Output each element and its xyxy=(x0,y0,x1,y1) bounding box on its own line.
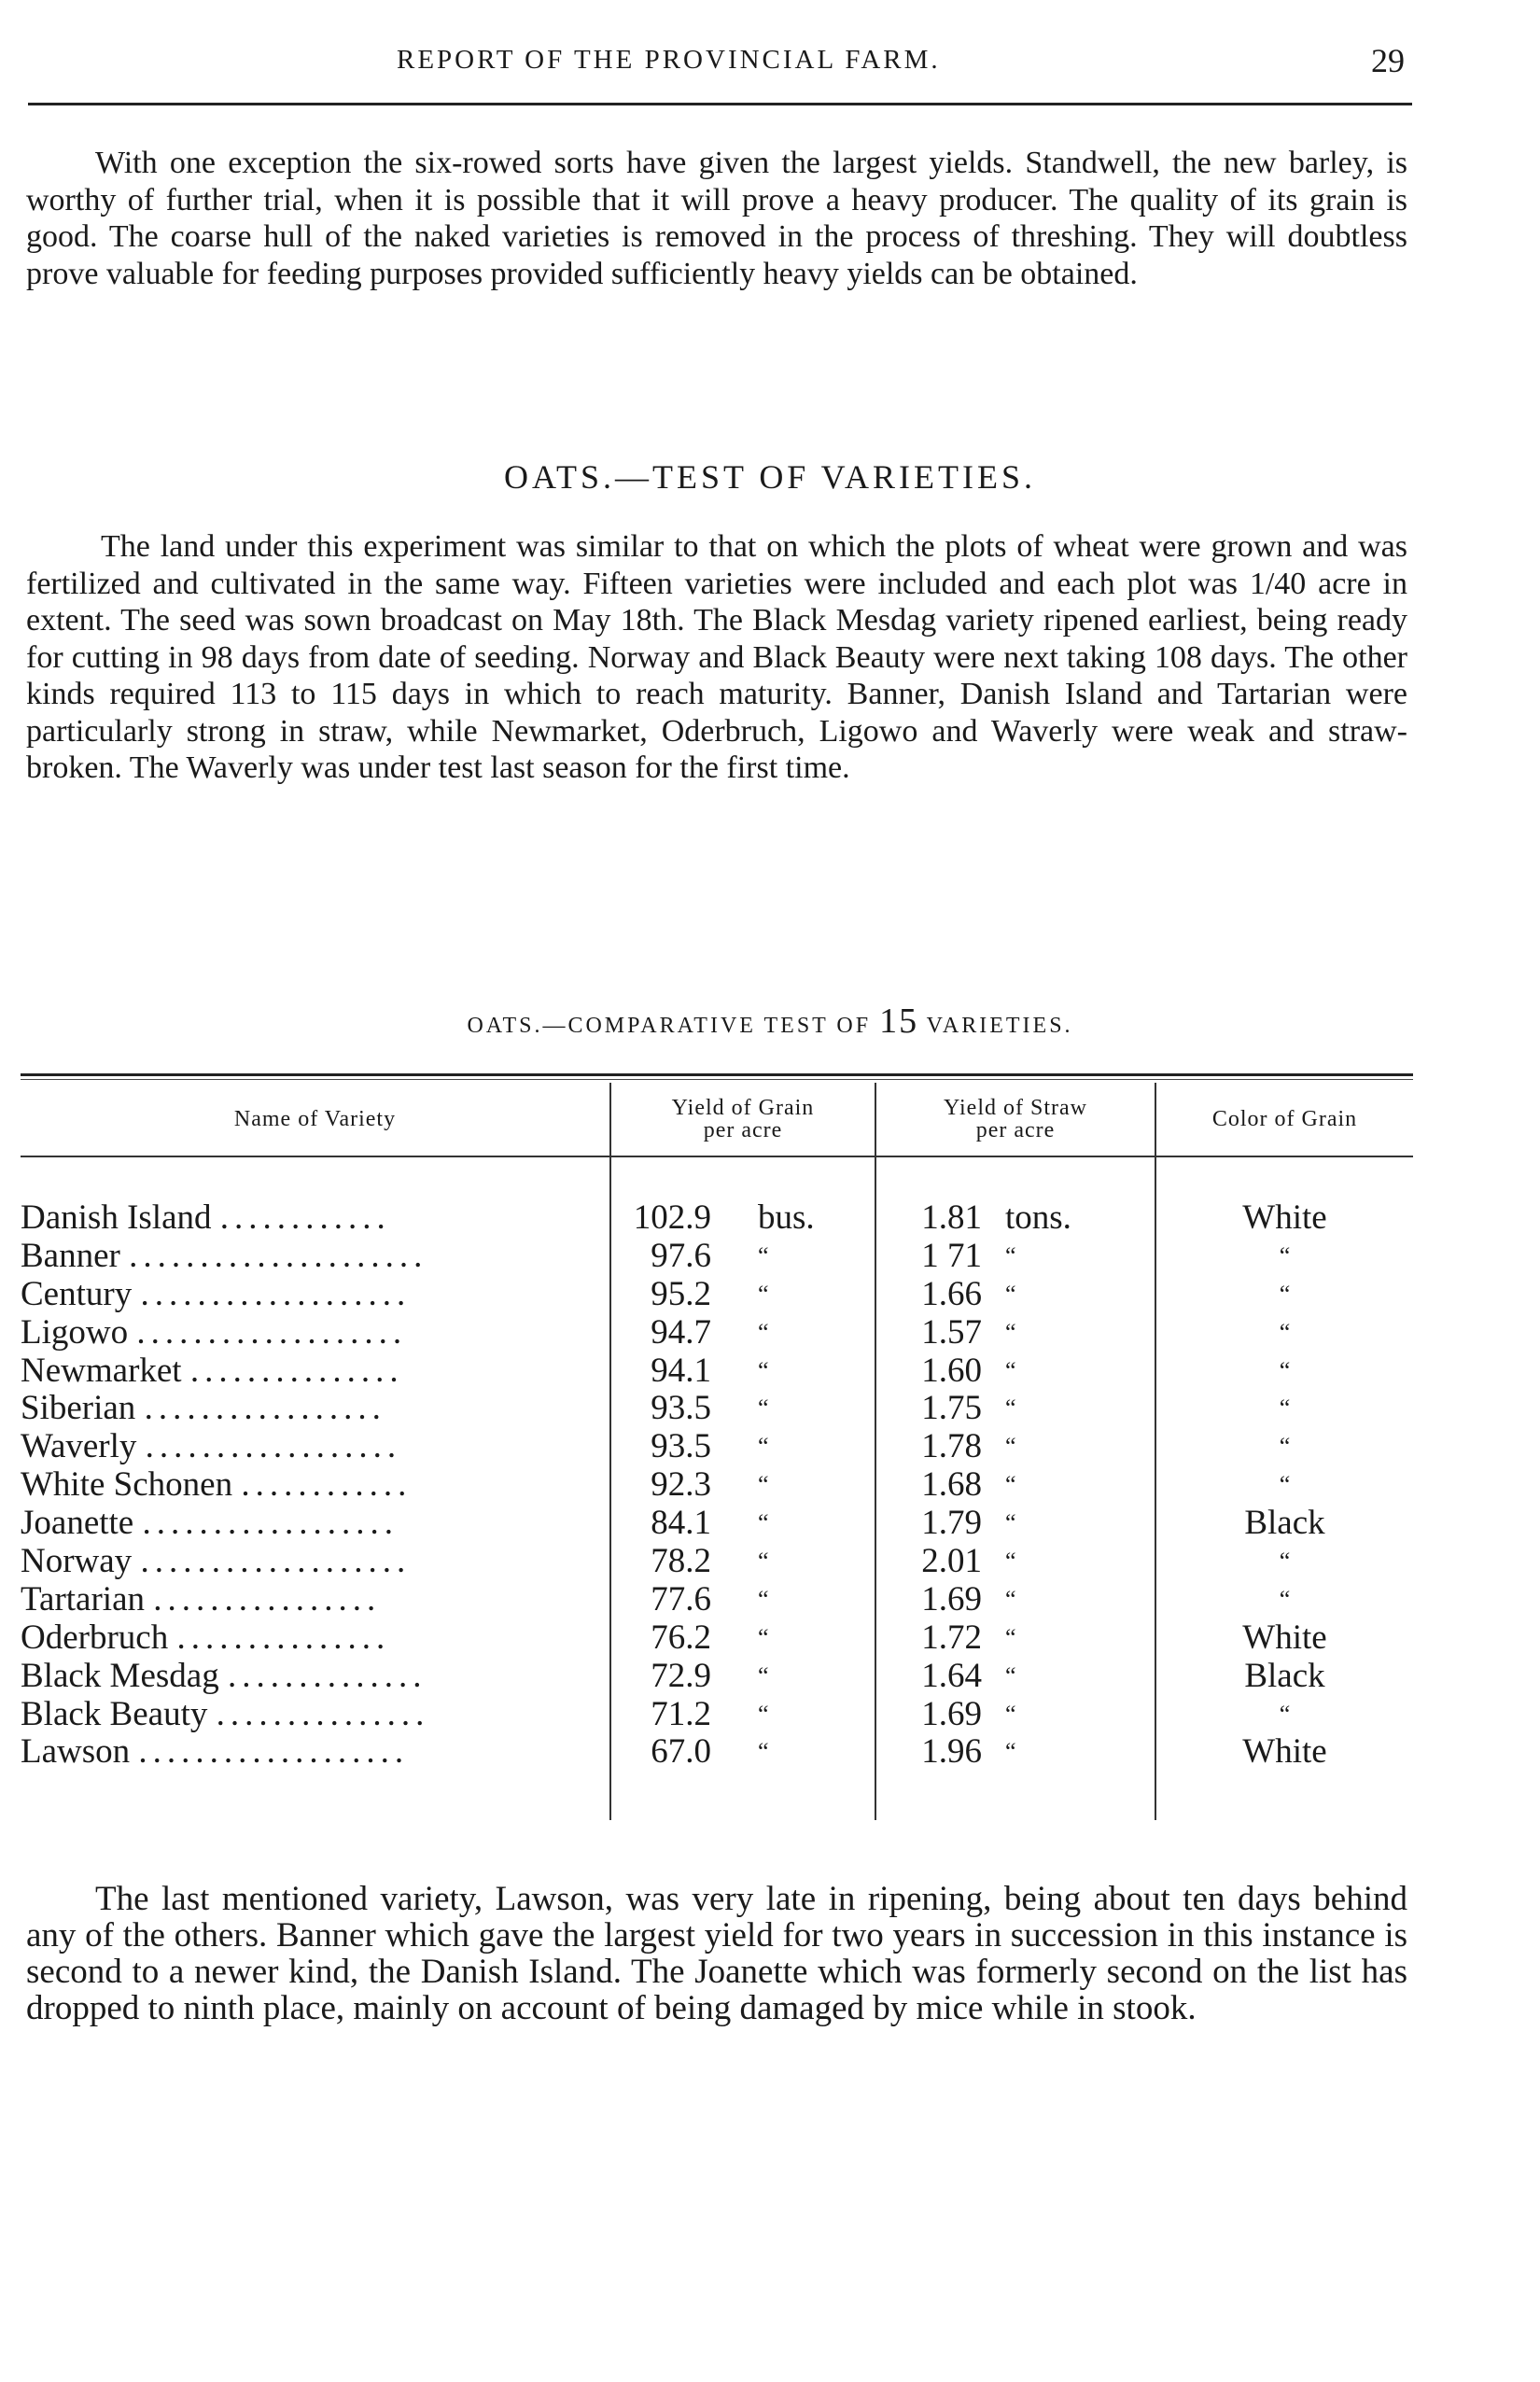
straw-unit-cell: “ xyxy=(1005,1548,1016,1576)
dot-leader: ................. xyxy=(144,1390,386,1428)
grain-yield-cell: 71.2 xyxy=(651,1694,711,1733)
grain-color-cell: “ xyxy=(1279,1394,1291,1422)
dot-leader: ............... xyxy=(189,1352,404,1390)
straw-yield-cell: 1.68 xyxy=(921,1465,982,1505)
variety-name: Lawson xyxy=(21,1733,131,1772)
grain-unit-cell: bus. xyxy=(758,1198,815,1237)
grain-color-cell: “ xyxy=(1279,1318,1291,1346)
grain-unit-cell: “ xyxy=(758,1661,769,1689)
running-header xyxy=(0,42,1540,82)
straw-unit-cell: “ xyxy=(1005,1356,1016,1384)
grain-color-cell: Black xyxy=(1244,1656,1325,1695)
straw-unit-cell: “ xyxy=(1005,1700,1016,1728)
grain-yield-cell: 84.1 xyxy=(651,1504,711,1543)
dot-leader: ................... xyxy=(140,1543,412,1581)
grain-unit-cell: “ xyxy=(758,1585,769,1613)
grain-color-cell: White xyxy=(1242,1198,1327,1237)
dot-leader: ..................... xyxy=(129,1237,428,1275)
grain-color-cell: “ xyxy=(1279,1548,1291,1576)
variety-name: Waverly xyxy=(21,1428,137,1466)
straw-yield-cell: 1.64 xyxy=(921,1656,982,1695)
grain-unit-cell: “ xyxy=(758,1318,769,1346)
grain-unit-cell: “ xyxy=(758,1433,769,1461)
header-yield-of-straw xyxy=(876,1083,1155,1156)
table-row xyxy=(21,1199,1413,1238)
grain-yield-cell: 92.3 xyxy=(651,1465,711,1505)
grain-yield-cell: 77.6 xyxy=(651,1579,711,1618)
variety-name: White Schonen xyxy=(21,1466,233,1505)
grain-color-cell: White xyxy=(1242,1618,1327,1657)
straw-unit-cell: “ xyxy=(1005,1585,1016,1613)
grain-yield-cell: 94.1 xyxy=(651,1351,711,1390)
running-title: REPORT OF THE PROVINCIAL FARM. xyxy=(397,45,941,75)
grain-color-cell: “ xyxy=(1279,1471,1291,1499)
table-row xyxy=(21,1658,1413,1696)
table-row xyxy=(21,1619,1413,1658)
grain-yield-cell: 95.2 xyxy=(651,1274,711,1313)
grain-unit-cell: “ xyxy=(758,1394,769,1422)
table-row xyxy=(21,1696,1413,1734)
variety-name-cell xyxy=(21,1543,581,1580)
variety-name-cell xyxy=(21,1238,581,1275)
grain-unit-cell: “ xyxy=(758,1509,769,1537)
paragraph-lawson-note: The last mentioned variety, Lawson, was very late in ripening, being about ten days behind any of the others. Banner which gave the largest yield for two years in succession in this instance is second to a newer kind, the Danish Island. The Joanette which was formerly second on the list has dropped to ninth place, mainly on account of being damaged by mice while in stook. xyxy=(26,1880,1407,2027)
table-row xyxy=(21,1314,1413,1352)
straw-yield-cell: 1.75 xyxy=(921,1389,982,1428)
table-caption-suffix: VARIETIES. xyxy=(926,1014,1073,1038)
dot-leader: ............... xyxy=(176,1618,391,1657)
grain-unit-cell: “ xyxy=(758,1623,769,1651)
table-row xyxy=(21,1466,1413,1505)
dot-leader: ................... xyxy=(140,1275,412,1313)
dot-leader: ............... xyxy=(216,1695,430,1733)
grain-color-cell: “ xyxy=(1279,1241,1291,1269)
table-row xyxy=(21,1276,1413,1314)
dot-leader: ............ xyxy=(241,1466,413,1505)
grain-yield-cell: 67.0 xyxy=(651,1732,711,1772)
grain-color-cell: “ xyxy=(1279,1700,1291,1728)
dot-leader: ................ xyxy=(153,1580,382,1618)
variety-name-cell xyxy=(21,1199,581,1237)
dot-leader: ................... xyxy=(136,1313,408,1352)
header-name-of-variety: Name of Variety xyxy=(233,1107,397,1131)
variety-name: Century xyxy=(21,1275,133,1313)
straw-unit-cell: tons. xyxy=(1005,1198,1071,1237)
variety-name-cell xyxy=(21,1619,581,1657)
grain-yield-cell: 78.2 xyxy=(651,1542,711,1581)
table-caption-number: 15 xyxy=(879,1002,919,1041)
straw-yield-cell: 1.69 xyxy=(921,1694,982,1733)
grain-unit-cell: “ xyxy=(758,1700,769,1728)
variety-name: Siberian xyxy=(21,1390,136,1428)
grain-color-cell: “ xyxy=(1279,1585,1291,1613)
grain-yield-cell: 72.9 xyxy=(651,1656,711,1695)
variety-name: Joanette xyxy=(21,1505,134,1543)
table-top-rule xyxy=(21,1073,1413,1076)
grain-unit-cell: “ xyxy=(758,1356,769,1384)
grain-yield-cell: 102.9 xyxy=(633,1198,711,1237)
table-caption-prefix: OATS.—COMPARATIVE TEST OF xyxy=(467,1014,872,1038)
straw-unit-cell: “ xyxy=(1005,1623,1016,1651)
dot-leader: ................... xyxy=(138,1733,410,1772)
variety-name: Norway xyxy=(21,1543,133,1581)
straw-yield-cell: 1.60 xyxy=(921,1351,982,1390)
grain-yield-cell: 94.7 xyxy=(651,1312,711,1352)
variety-name-cell xyxy=(21,1390,581,1427)
grain-color-cell: White xyxy=(1242,1732,1327,1772)
table-row xyxy=(21,1581,1413,1619)
grain-color-cell: “ xyxy=(1279,1356,1291,1384)
grain-yield-cell: 93.5 xyxy=(651,1427,711,1466)
straw-unit-cell: “ xyxy=(1005,1738,1016,1766)
straw-unit-cell: “ xyxy=(1005,1433,1016,1461)
variety-name: Banner xyxy=(21,1237,120,1275)
oats-variety-table xyxy=(21,1073,1413,1820)
straw-yield-cell: 1.96 xyxy=(921,1732,982,1772)
dot-leader: .................. xyxy=(145,1428,402,1466)
table-row xyxy=(21,1428,1413,1466)
grain-color-cell: “ xyxy=(1279,1433,1291,1461)
straw-yield-cell: 1.72 xyxy=(921,1618,982,1657)
dot-leader: .............. xyxy=(227,1657,427,1695)
straw-yield-cell: 1.57 xyxy=(921,1312,982,1352)
grain-unit-cell: “ xyxy=(758,1738,769,1766)
straw-yield-cell: 1 71 xyxy=(921,1236,982,1275)
table-header-rule xyxy=(21,1156,1413,1157)
variety-name: Ligowo xyxy=(21,1313,129,1352)
straw-yield-cell: 1.81 xyxy=(921,1198,982,1237)
grain-unit-cell: “ xyxy=(758,1548,769,1576)
variety-name-cell xyxy=(21,1581,581,1618)
variety-name: Oderbruch xyxy=(21,1618,169,1657)
grain-yield-cell: 76.2 xyxy=(651,1618,711,1657)
header-yield-of-grain-text: Yield of Grain per acre xyxy=(671,1096,815,1142)
table-body xyxy=(21,1199,1413,1772)
variety-name-cell xyxy=(21,1276,581,1313)
table-row xyxy=(21,1352,1413,1391)
variety-name-cell xyxy=(21,1733,581,1771)
dot-leader: ............ xyxy=(219,1199,391,1237)
straw-yield-cell: 2.01 xyxy=(921,1542,982,1581)
grain-color-cell: “ xyxy=(1279,1280,1291,1308)
straw-unit-cell: “ xyxy=(1005,1318,1016,1346)
variety-name: Danish Island xyxy=(21,1199,212,1237)
header-rule xyxy=(28,103,1412,105)
straw-yield-cell: 1.66 xyxy=(921,1274,982,1313)
variety-name: Tartarian xyxy=(21,1580,145,1618)
variety-name-cell xyxy=(21,1352,581,1390)
header-color-of-grain: Color of Grain xyxy=(1211,1107,1358,1131)
straw-unit-cell: “ xyxy=(1005,1280,1016,1308)
variety-name: Newmarket xyxy=(21,1352,182,1390)
variety-name-cell xyxy=(21,1658,581,1695)
table-caption xyxy=(0,1001,1540,1042)
straw-yield-cell: 1.69 xyxy=(921,1579,982,1618)
straw-unit-cell: “ xyxy=(1005,1471,1016,1499)
table-top-rule-thin xyxy=(21,1079,1413,1080)
dot-leader: .................. xyxy=(142,1505,399,1543)
grain-unit-cell: “ xyxy=(758,1241,769,1269)
header-yield-of-grain xyxy=(611,1083,875,1156)
table-row xyxy=(21,1238,1413,1276)
grain-color-cell: Black xyxy=(1244,1504,1325,1543)
straw-unit-cell: “ xyxy=(1005,1394,1016,1422)
variety-name-cell xyxy=(21,1696,581,1733)
variety-name-cell xyxy=(21,1314,581,1352)
grain-yield-cell: 93.5 xyxy=(651,1389,711,1428)
paragraph-barley-summary: With one exception the six-rowed sorts have given the largest yields. Standwell, the new barley, is worthy of further trial, when it is possible that it will prove a heavy producer. The quality of its grain is good. The coarse hull of the naked varieties is removed in the process of threshing. They will doubtless prove valuable for feeding purposes provided sufficiently heavy yields can be obtained. xyxy=(26,146,1407,291)
variety-name-cell xyxy=(21,1466,581,1504)
grain-unit-cell: “ xyxy=(758,1280,769,1308)
section-heading: OATS.—TEST OF VARIETIES. xyxy=(503,458,1037,496)
paragraph-oats-experiment: The land under this experiment was similar to that on which the plots of wheat were grown and was fertilized and cultivated in the same way. Fifteen varieties were included and each plot was 1/40 acre in extent. The seed was sown broadcast on May 18th. The Black Mesdag variety ripened earliest, being ready for cutting in 98 days from date of seeding. Norway and Black Beauty were next taking 108 days. The other kinds required 113 to 115 days in which to reach maturity. Banner, Danish Island and Tartarian were particularly strong in straw, while Newmarket, Oderbruch, Ligowo and Waverly were weak and straw-broken. The Waverly was under test last season for the first time. xyxy=(26,529,1407,785)
variety-name: Black Mesdag xyxy=(21,1657,219,1695)
variety-name-cell xyxy=(21,1505,581,1542)
straw-unit-cell: “ xyxy=(1005,1661,1016,1689)
straw-unit-cell: “ xyxy=(1005,1509,1016,1537)
page-number: 29 xyxy=(1371,42,1405,79)
variety-name-cell xyxy=(21,1428,581,1465)
header-yield-of-straw-text: Yield of Straw per acre xyxy=(944,1096,1087,1142)
straw-yield-cell: 1.79 xyxy=(921,1504,982,1543)
straw-yield-cell: 1.78 xyxy=(921,1427,982,1466)
grain-unit-cell: “ xyxy=(758,1471,769,1499)
table-row xyxy=(21,1390,1413,1428)
table-row xyxy=(21,1505,1413,1543)
table-row xyxy=(21,1733,1413,1772)
grain-yield-cell: 97.6 xyxy=(651,1236,711,1275)
variety-name: Black Beauty xyxy=(21,1695,208,1733)
table-row xyxy=(21,1543,1413,1581)
straw-unit-cell: “ xyxy=(1005,1241,1016,1269)
